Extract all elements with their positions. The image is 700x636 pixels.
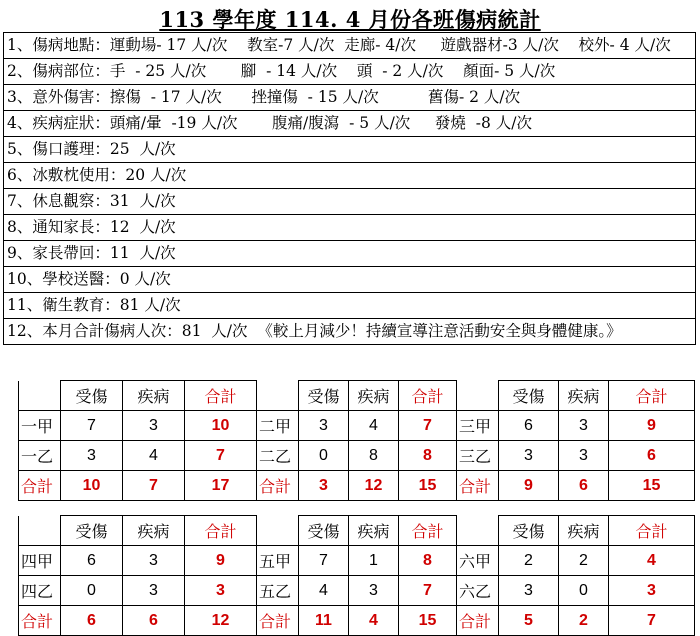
injury-count: 11 (299, 606, 349, 636)
illness-count: 6 (559, 471, 609, 501)
summary-item: 7、休息觀察：31 人/次 (4, 189, 696, 215)
injury-count: 7 (61, 411, 123, 441)
summary-table (3, 32, 696, 345)
upper-grades-table (18, 515, 695, 636)
injury-count: 3 (499, 576, 559, 606)
class-label: 四甲 (19, 546, 61, 576)
injury-header: 受傷 (61, 516, 123, 546)
total-count: 15 (399, 606, 457, 636)
summary-item: 1、傷病地點：運動場- 17 人/次 教室-7 人/次 走廊- 4/次 遊戲器材-3 人/次 校外- 4 人/次 (4, 33, 696, 59)
subtotal-row (19, 606, 695, 636)
illness-count: 3 (559, 441, 609, 471)
class-label: 合計 (19, 471, 61, 501)
class-label: 五乙 (257, 576, 299, 606)
illness-count: 3 (123, 546, 185, 576)
total-count: 17 (185, 471, 257, 501)
summary-row (4, 85, 696, 111)
summary-row (4, 319, 696, 345)
summary-row (4, 111, 696, 137)
summary-row (4, 163, 696, 189)
summary-row (4, 137, 696, 163)
illness-count: 12 (349, 471, 399, 501)
injury-count: 10 (61, 471, 123, 501)
total-count: 15 (399, 471, 457, 501)
table-row (19, 546, 695, 576)
injury-count: 6 (61, 546, 123, 576)
illness-count: 0 (559, 576, 609, 606)
total-count: 6 (609, 441, 695, 471)
illness-count: 3 (559, 411, 609, 441)
total-count: 3 (609, 576, 695, 606)
injury-count: 2 (499, 546, 559, 576)
injury-count: 0 (61, 576, 123, 606)
class-label: 三甲 (457, 411, 499, 441)
summary-row (4, 267, 696, 293)
corner-cell (257, 516, 299, 546)
class-label: 一乙 (19, 441, 61, 471)
summary-item: 10、學校送醫：0 人/次 (4, 267, 696, 293)
class-label: 二甲 (257, 411, 299, 441)
total-count: 10 (185, 411, 257, 441)
class-label: 四乙 (19, 576, 61, 606)
summary-item: 5、傷口護理：25 人/次 (4, 137, 696, 163)
summary-item: 6、冰敷枕使用：20 人/次 (4, 163, 696, 189)
illness-count: 2 (559, 546, 609, 576)
total-count: 8 (399, 441, 457, 471)
illness-count: 4 (123, 441, 185, 471)
summary-row (4, 33, 696, 59)
illness-count: 4 (349, 606, 399, 636)
class-label: 三乙 (457, 441, 499, 471)
corner-cell (457, 516, 499, 546)
table-row (19, 576, 695, 606)
injury-count: 3 (299, 471, 349, 501)
header-row (19, 516, 695, 546)
summary-item: 3、意外傷害：擦傷 - 17 人/次 挫撞傷 - 15 人/次 舊傷- 2 人/次 (4, 85, 696, 111)
summary-row (4, 189, 696, 215)
class-label: 合計 (457, 471, 499, 501)
illness-count: 3 (349, 576, 399, 606)
injury-count: 3 (61, 441, 123, 471)
lower-grades-table (18, 380, 695, 501)
illness-header: 疾病 (559, 381, 609, 411)
corner-cell (457, 381, 499, 411)
corner-cell (257, 381, 299, 411)
injury-header: 受傷 (61, 381, 123, 411)
subtotal-row (19, 471, 695, 501)
summary-item: 11、衛生教育：81 人/次 (4, 293, 696, 319)
summary-row (4, 293, 696, 319)
injury-count: 9 (499, 471, 559, 501)
total-count: 15 (609, 471, 695, 501)
illness-count: 7 (123, 471, 185, 501)
summary-item: 12、本月合計傷病人次：81 人/次 《較上月減少！持續宣導注意活動安全與身體健康。》 (4, 319, 696, 345)
class-label: 合計 (19, 606, 61, 636)
summary-row (4, 241, 696, 267)
injury-count: 3 (299, 411, 349, 441)
class-label: 六甲 (457, 546, 499, 576)
injury-header: 受傷 (499, 381, 559, 411)
injury-count: 5 (499, 606, 559, 636)
illness-count: 1 (349, 546, 399, 576)
class-label: 合計 (257, 471, 299, 501)
total-count: 7 (399, 411, 457, 441)
injury-count: 7 (299, 546, 349, 576)
summary-item: 2、傷病部位：手 - 25 人/次 腳 - 14 人/次 頭 - 2 人/次 顏面- 5 人/次 (4, 59, 696, 85)
summary-row (4, 59, 696, 85)
total-header: 合計 (185, 381, 257, 411)
summary-item: 4、疾病症狀：頭痛/暈 -19 人/次 腹痛/腹瀉 - 5 人/次 發燒 -8 人/次 (4, 111, 696, 137)
total-header: 合計 (609, 516, 695, 546)
summary-item: 9、家長帶回：11 人/次 (4, 241, 696, 267)
illness-count: 2 (559, 606, 609, 636)
corner-cell (19, 516, 61, 546)
injury-header: 受傷 (299, 381, 349, 411)
illness-count: 4 (349, 411, 399, 441)
illness-header: 疾病 (123, 516, 185, 546)
table-row (19, 411, 695, 441)
illness-count: 3 (123, 411, 185, 441)
injury-count: 6 (61, 606, 123, 636)
total-count: 8 (399, 546, 457, 576)
total-count: 7 (609, 606, 695, 636)
injury-count: 4 (299, 576, 349, 606)
total-count: 9 (609, 411, 695, 441)
injury-header: 受傷 (499, 516, 559, 546)
illness-header: 疾病 (123, 381, 185, 411)
total-header: 合計 (399, 516, 457, 546)
class-label: 合計 (457, 606, 499, 636)
illness-count: 6 (123, 606, 185, 636)
illness-header: 疾病 (349, 516, 399, 546)
injury-count: 0 (299, 441, 349, 471)
total-header: 合計 (609, 381, 695, 411)
table-row (19, 441, 695, 471)
total-count: 7 (399, 576, 457, 606)
page-title: 113 學年度 114. 4 月份各班傷病統計 (159, 7, 541, 32)
illness-count: 3 (123, 576, 185, 606)
illness-count: 8 (349, 441, 399, 471)
illness-header: 疾病 (349, 381, 399, 411)
class-label: 一甲 (19, 411, 61, 441)
total-header: 合計 (399, 381, 457, 411)
summary-row (4, 215, 696, 241)
injury-header: 受傷 (299, 516, 349, 546)
class-label: 合計 (257, 606, 299, 636)
total-count: 3 (185, 576, 257, 606)
total-header: 合計 (185, 516, 257, 546)
total-count: 12 (185, 606, 257, 636)
header-row (19, 381, 695, 411)
injury-count: 3 (499, 441, 559, 471)
injury-count: 6 (499, 411, 559, 441)
class-label: 六乙 (457, 576, 499, 606)
total-count: 7 (185, 441, 257, 471)
corner-cell (19, 381, 61, 411)
summary-item: 8、通知家長：12 人/次 (4, 215, 696, 241)
total-count: 9 (185, 546, 257, 576)
illness-header: 疾病 (559, 516, 609, 546)
class-label: 五甲 (257, 546, 299, 576)
total-count: 4 (609, 546, 695, 576)
class-label: 二乙 (257, 441, 299, 471)
